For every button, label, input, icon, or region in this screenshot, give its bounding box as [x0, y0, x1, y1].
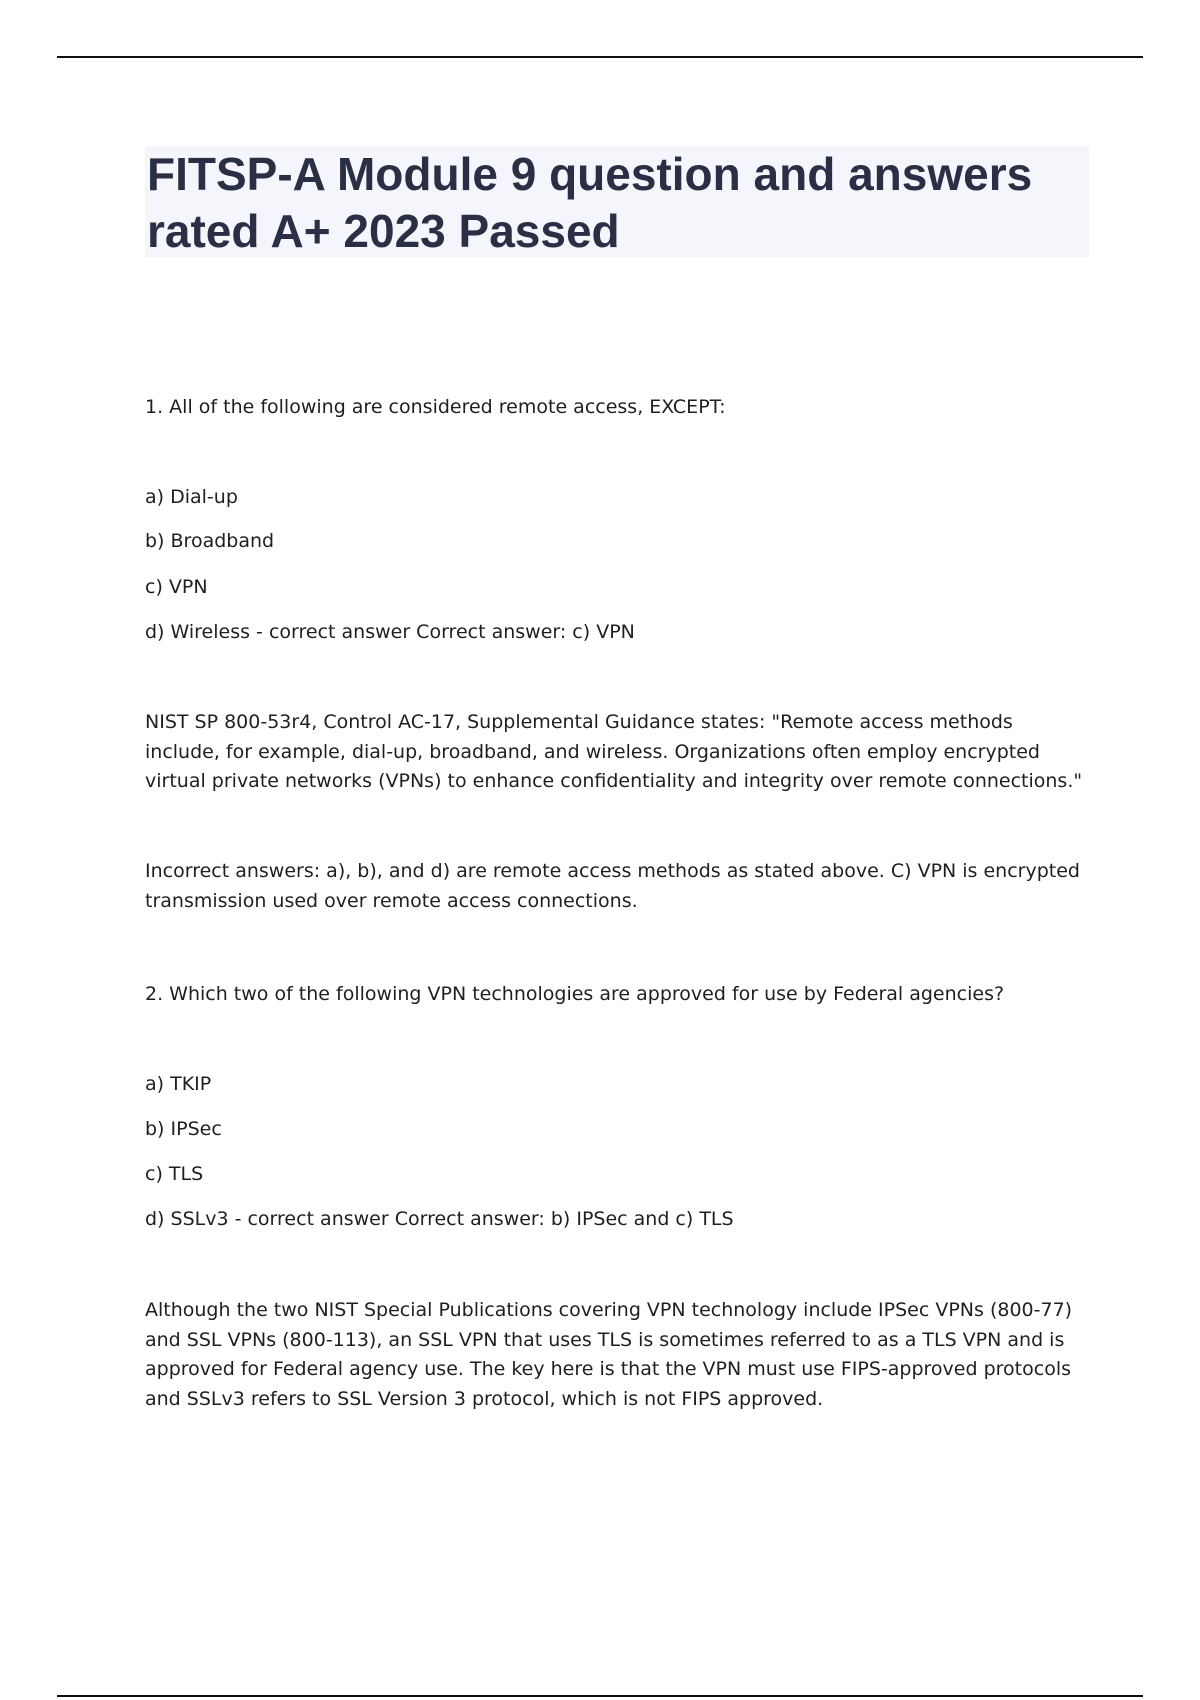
q2-explanation-1: Although the two NIST Special Publications covering VPN technology include IPSec VPNs (800-77) and SSL VPNs (800-113), an SSL VPN that uses TLS is sometimes referred to as a TLS VPN and is approved for Federal agency use. The key here is that the VPN must use FIPS-approved protocols and SSLv3 refers to SSL Version 3 protocol, which is not FIPS approved.	[145, 1299, 1073, 1410]
top-rule	[57, 56, 1143, 58]
title-banner	[145, 146, 1089, 257]
q2-option-a: a) TKIP	[145, 1073, 212, 1095]
q1-option-c: c) VPN	[145, 576, 208, 598]
q1-explanation-2: Incorrect answers: a), b), and d) are remote access methods as stated above. C) VPN is encrypted transmission used over remote access connections.	[145, 860, 1080, 912]
q1-option-b: b) Broadband	[145, 530, 275, 552]
document-title: FITSP-A Module 9 question and answers rated A+ 2023 Passed	[147, 148, 1033, 257]
q1-option-d-answer: d) Wireless - correct answer Correct answer: c) VPN	[145, 621, 635, 643]
q1-option-a: a) Dial-up	[145, 486, 238, 508]
bottom-rule	[57, 1695, 1143, 1697]
q2-option-c: c) TLS	[145, 1163, 204, 1185]
q1-explanation-1: NIST SP 800-53r4, Control AC-17, Supplemental Guidance states: "Remote access methods include, for example, dial-up, broadband, and wireless. Organizations often employ encrypted virtual private networks (VPNs) to enhance confidentiality and integrity over remote connections."	[145, 711, 1083, 792]
q2-option-b: b) IPSec	[145, 1118, 222, 1140]
q2-option-d-answer: d) SSLv3 - correct answer Correct answer: b) IPSec and c) TLS	[145, 1208, 734, 1230]
question-2: 2. Which two of the following VPN technologies are approved for use by Federal agencies?	[145, 983, 1005, 1005]
question-1: 1. All of the following are considered remote access, EXCEPT:	[145, 396, 726, 418]
